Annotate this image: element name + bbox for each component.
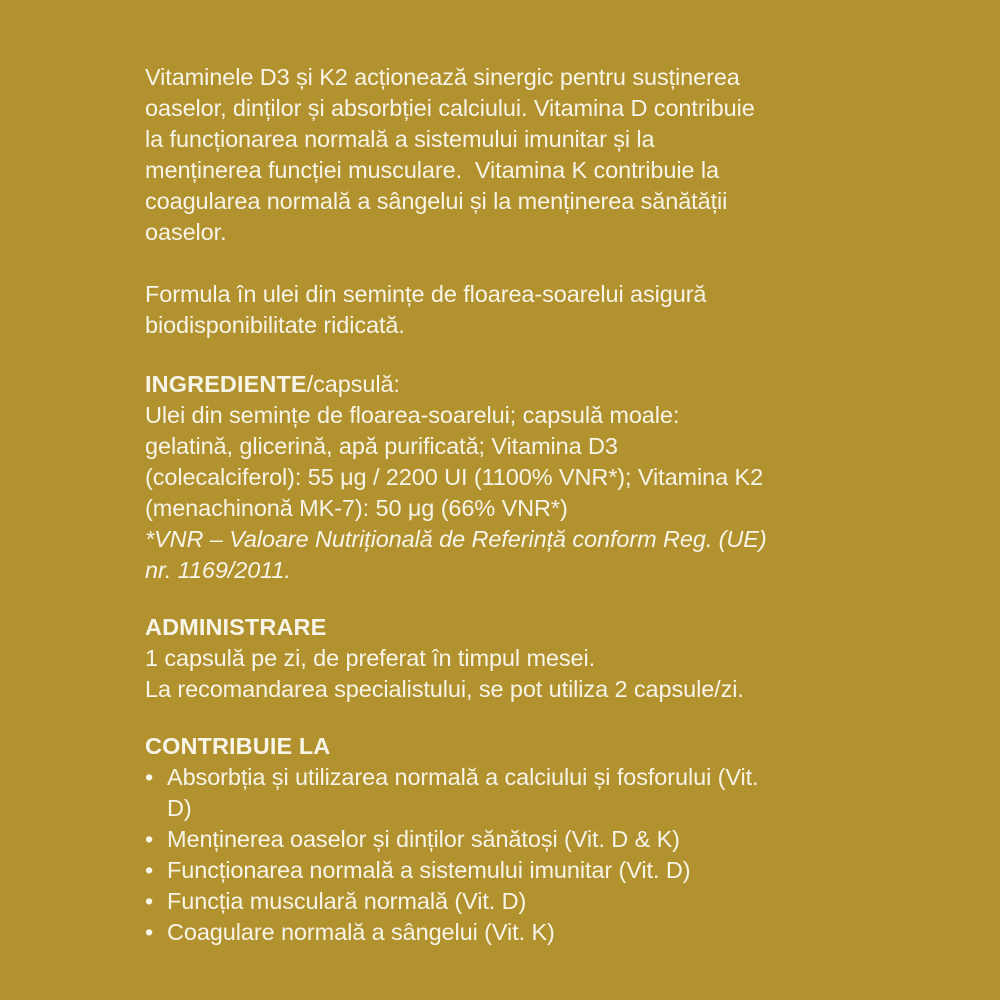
ingredients-heading-strong: INGREDIENTE [145, 371, 307, 397]
benefits-section [145, 731, 772, 948]
bullet-icon: • [145, 764, 154, 790]
bullet-icon: • [145, 888, 154, 914]
ingredients-body: Ulei din semințe de floarea-soarelui; capsulă moale: gelatină, glicerină, apă purificată; Vitamina D3 (colecalciferol): 55 μg / 2200 UI (1100% VNR*); Vitamina K2 (menachinonă MK-7): 50 μg (66% VNR*) [145, 402, 764, 521]
list-item [145, 824, 772, 855]
administration-section [145, 612, 772, 705]
ingredients-heading [145, 369, 772, 400]
list-item [145, 886, 772, 917]
administration-line: La recomandarea specialistului, se pot utiliza 2 capsule/zi. [145, 676, 744, 702]
list-item [145, 855, 772, 886]
bullet-icon: • [145, 826, 154, 852]
formula-paragraph: Formula în ulei din semințe de floarea-soarelui asigură biodisponibilitate ridicată. [145, 281, 713, 338]
list-item-label: Absorbția și utilizarea normală a calciului și fosforului (Vit. D) [167, 764, 759, 821]
intro-paragraph: Vitaminele D3 și K2 acționează sinergic pentru susținerea oaselor, dinților și absorbției calciului. Vitamina D contribuie la funcționarea normală a sistemului imunitar și la menținerea funcției musculare. Vitamina K contribuie la coagularea normală a sângelui și la menținerea sănătății oaselor. [145, 64, 762, 245]
list-item [145, 917, 772, 948]
benefits-heading: CONTRIBUIE LA [145, 733, 331, 759]
list-item-label: Menținerea oaselor și dinților sănătoși (Vit. D & K) [167, 826, 680, 852]
administration-line: 1 capsulă pe zi, de preferat în timpul mesei. [145, 645, 596, 671]
list-item-label: Funcționarea normală a sistemului imunitar (Vit. D) [167, 857, 691, 883]
bullet-icon: • [145, 919, 154, 945]
benefits-list [145, 762, 772, 948]
bullet-icon: • [145, 857, 154, 883]
list-item-label: Coagulare normală a sângelui (Vit. K) [167, 919, 555, 945]
ingredients-heading-suffix: /capsulă: [306, 371, 400, 397]
ingredients-section [145, 369, 772, 586]
intro-section [145, 62, 772, 248]
administration-heading: ADMINISTRARE [145, 614, 327, 640]
list-item [145, 762, 772, 824]
vnr-footnote: *VNR – Valoare Nutrițională de Referință conform Reg. (UE) nr. 1169/2011. [145, 526, 767, 583]
formula-section [145, 279, 772, 341]
list-item-label: Funcția musculară normală (Vit. D) [167, 888, 527, 914]
